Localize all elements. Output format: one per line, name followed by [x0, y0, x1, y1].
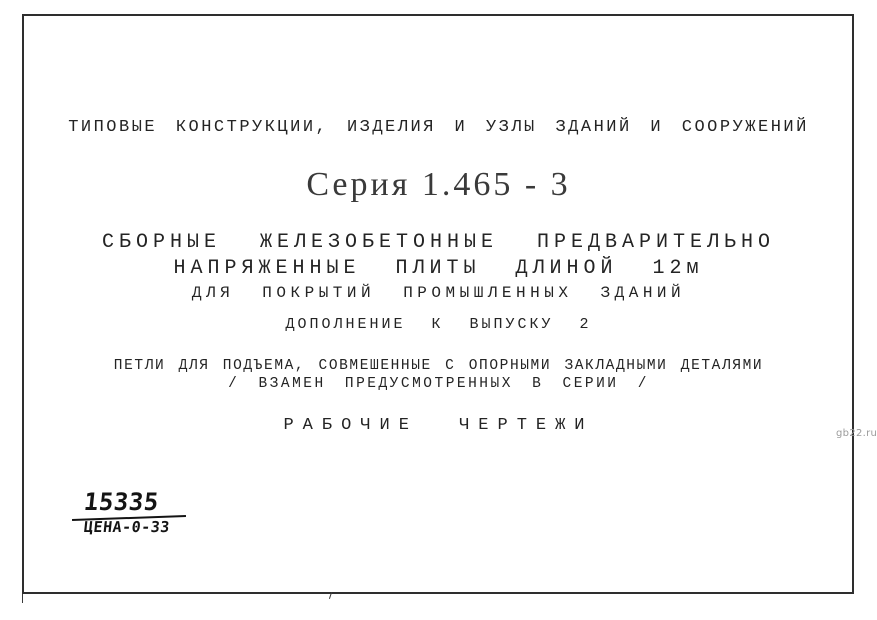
- scan-artifact-tick-left: [22, 594, 23, 603]
- main-title-line-1: СБОРНЫЕ ЖЕЛЕЗОБЕТОННЫЕ ПРЕДВАРИТЕЛЬНО: [101, 231, 776, 254]
- series-designation: Серия 1.465 - 3: [306, 166, 571, 203]
- site-watermark: gb22.ru: [836, 428, 877, 439]
- document-header-line: ТИПОВЫЕ КОНСТРУКЦИИ, ИЗДЕЛИЯ И УЗЛЫ ЗДАНИЙ И СООРУЖЕНИЙ: [68, 118, 809, 137]
- supplement-line: ДОПОЛНЕНИЕ К ВЫПУСКУ 2: [285, 316, 592, 333]
- main-title-line-2: НАПРЯЖЕННЫЕ ПЛИТЫ ДЛИНОЙ 12м: [173, 257, 704, 280]
- document-type-line: РАБОЧИЕ ЧЕРТЕЖИ: [283, 416, 594, 435]
- inventory-stamp: [84, 490, 170, 535]
- price-label: ЦЕНА-0-33: [83, 518, 171, 536]
- note-line-1: ПЕТЛИ ДЛЯ ПОДЪЕМА, СОВМЕШЕННЫЕ С ОПОРНЫМИ ЗАКЛАДНЫМИ ДЕТАЛЯМИ: [113, 358, 764, 374]
- note-line-2: / ВЗАМЕН ПРЕДУСМОТРЕННЫХ В СЕРИИ /: [228, 376, 649, 392]
- main-title-line-3: ДЛЯ ПОКРЫТИЙ ПРОМЫШЛЕННЫХ ЗДАНИЙ: [191, 284, 686, 302]
- inventory-number: 15335: [82, 488, 161, 516]
